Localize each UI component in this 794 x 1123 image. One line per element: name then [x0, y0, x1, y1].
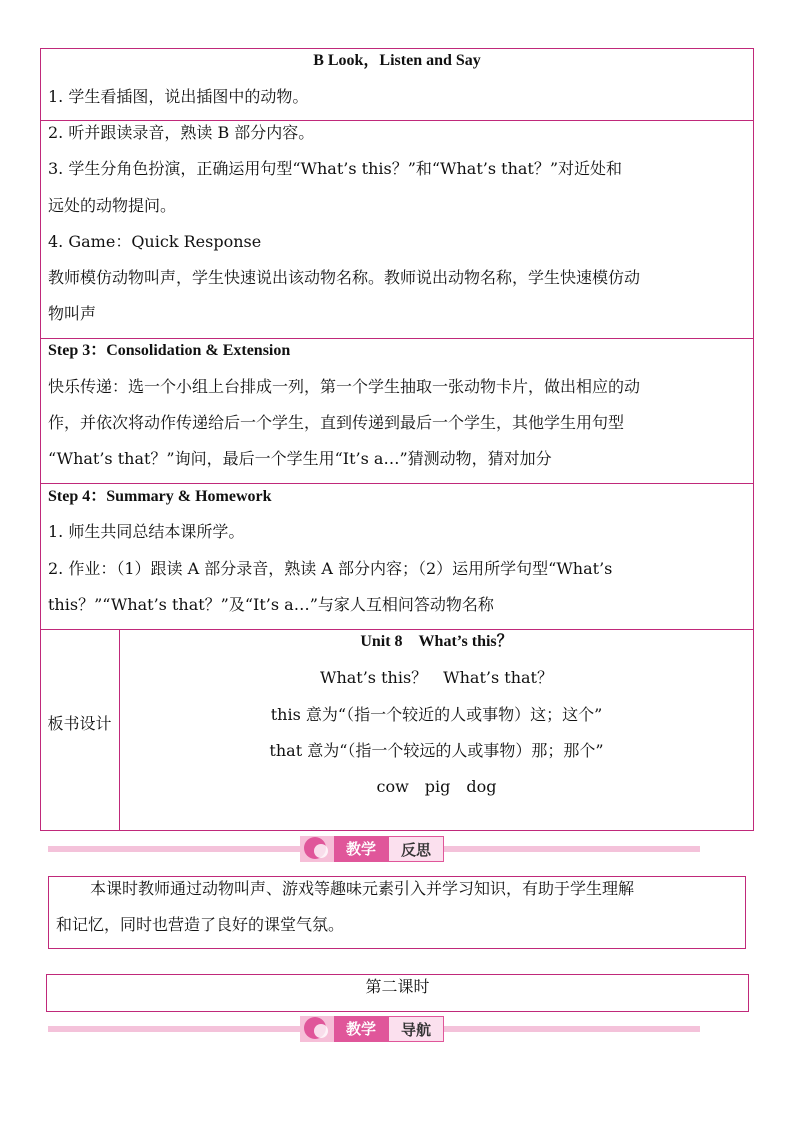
banner-title: 反思 — [388, 836, 444, 862]
step4-line: this？”“What’s that？”及“It’s a…”与家人互相问答动物名称 — [48, 595, 494, 614]
banner-badge — [300, 1016, 444, 1042]
section-b-line: 物叫声 — [48, 304, 97, 323]
section-b-line: 1. 学生看插图，说出插图中的动物。 — [48, 87, 309, 106]
lesson2-title: 第二课时 — [365, 977, 430, 996]
board-label: 板书设计 — [47, 714, 112, 733]
section-b-line: 4. Game：Quick Response — [48, 232, 262, 251]
reflection-banner — [48, 836, 700, 862]
compass-icon — [300, 1016, 334, 1042]
section-b-heading: B Look，Listen and Say — [313, 52, 481, 69]
step4-line: 2. 作业：（1）跟读 A 部分录音，熟读 A 部分内容；（2）运用所学句型“What’s — [48, 559, 613, 578]
heart-icon — [300, 836, 334, 862]
step3-line: “What’s that？”询问，最后一个学生用“It’s a…”猜测动物，猜对加分 — [48, 449, 552, 468]
board-line: What’s this？ What’s that？ — [320, 668, 553, 687]
step3-line: 作，并依次将动作传递给后一个学生，直到传递到最后一个学生，其他学生用句型 — [48, 413, 625, 432]
nav-banner — [48, 1016, 700, 1042]
board-words: cow pig dog — [376, 777, 497, 796]
row-divider — [40, 483, 754, 484]
section-b-line: 2. 听并跟读录音，熟读 B 部分内容。 — [48, 123, 315, 142]
banner-tag: 教学 — [334, 1016, 388, 1042]
section-b-line: 3. 学生分角色扮演，正确运用句型“What’s this？”和“What’s that？”对近处和 — [48, 159, 623, 178]
banner-tag: 教学 — [334, 836, 388, 862]
banner-title: 导航 — [388, 1016, 444, 1042]
reflection-line: 本课时教师通过动物叫声、游戏等趣味元素引入并学习知识，有助于学生理解 — [90, 879, 635, 898]
step4-heading: Step 4：Summary & Homework — [48, 488, 272, 505]
row-divider — [40, 120, 754, 121]
step3-line: 快乐传递：选一个小组上台排成一列，第一个学生抽取一张动物卡片，做出相应的动 — [48, 377, 641, 396]
reflection-line: 和记忆，同时也营造了良好的课堂气氛。 — [56, 915, 345, 934]
board-line: this 意为“（指一个较近的人或事物）这；这个” — [270, 705, 603, 724]
board-title: Unit 8 What’s this？ — [360, 633, 513, 650]
row-divider — [40, 629, 754, 630]
row-divider — [40, 338, 754, 339]
step3-heading: Step 3：Consolidation & Extension — [48, 342, 291, 359]
board-line: that 意为“（指一个较远的人或事物）那；那个” — [269, 741, 604, 760]
column-divider — [119, 629, 120, 831]
step4-line: 1. 师生共同总结本课所学。 — [48, 522, 245, 541]
section-b-line: 远处的动物提问。 — [48, 196, 177, 215]
section-b-line: 教师模仿动物叫声，学生快速说出该动物名称。教师说出动物名称，学生快速模仿动 — [48, 268, 641, 287]
banner-badge — [300, 836, 444, 862]
